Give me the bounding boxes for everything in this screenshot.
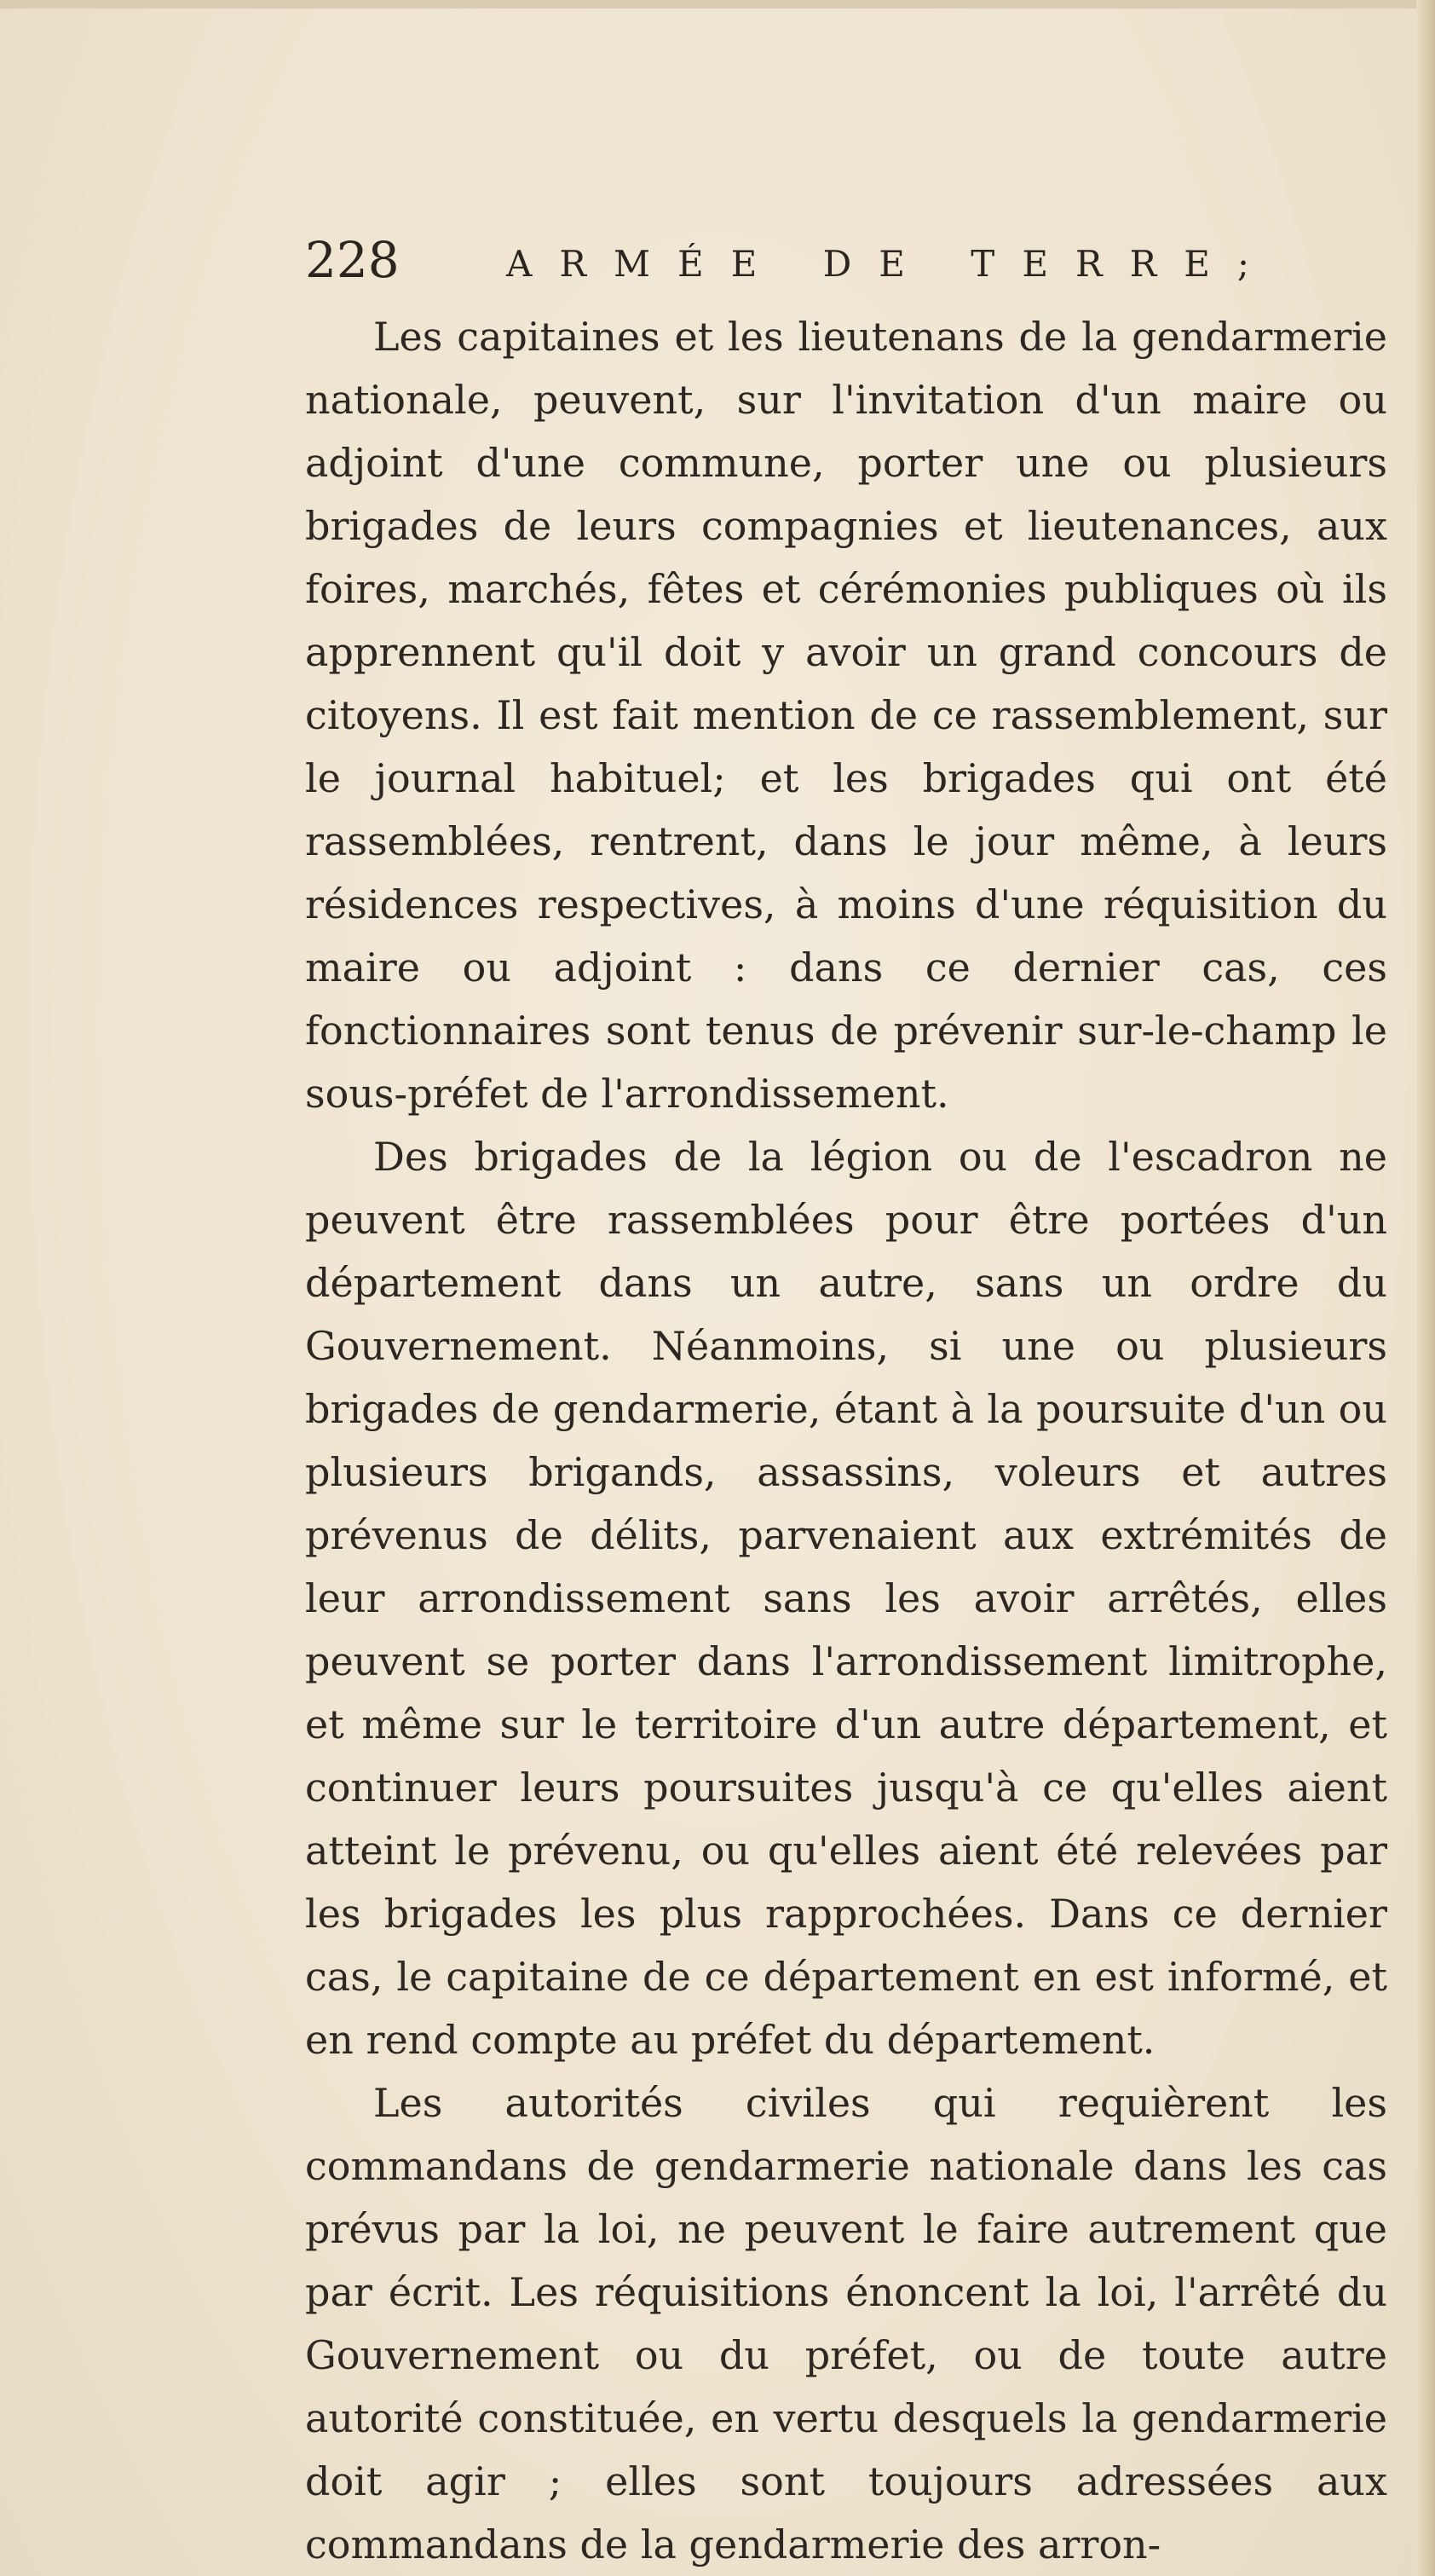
- page-right-edge: [1416, 0, 1435, 2576]
- paragraph-2: Des brigades de la légion ou de l'escadron ne peuvent être rassemblées pour être portées d'un département dans un autre, sans un ordre du Gouvernement. Néanmoins, si une ou plusieurs brigades de gendarmerie, étant à la poursuite d'un ou plusieurs brigands, assassins, voleurs et autres prévenus de délits, parvenaient aux extrémités de leur arrondissement sans les avoir arrêtés, elles peuvent se porter dans l'arrondissement limitrophe, et même sur le territoire d'un autre département, et continuer leurs poursuites jusqu'à ce qu'elles aient atteint le prévenu, ou qu'elles aient été relevées par les brigades les plus rapprochées. Dans ce dernier cas, le capitaine de ce département en est informé, et en rend compte au préfet du département.: [305, 1134, 1387, 2063]
- page-header: [305, 223, 1277, 300]
- running-head: ARMÉE DE TERRE;: [506, 243, 1277, 285]
- page-number: 228: [305, 231, 400, 289]
- paragraph-3: Les autorités civiles qui requièrent les commandans de gendarmerie nationale dans les cas prévus par la loi, ne peuvent le faire autrement que par écrit. Les réquisitions énoncent la loi, l'arrêté du Gouvernement ou du préfet, ou de toute autre autorité constituée, en vertu desquels la gendarmerie doit agir ; elles sont toujours adressées aux commandans de la gendarmerie des arron-: [305, 2080, 1387, 2567]
- paragraph-1: Les capitaines et les lieutenans de la gendarmerie nationale, peuvent, sur l'invitation d'un maire ou adjoint d'une commune, porter une ou plusieurs brigades de leurs compagnies et lieutenances, aux foires, marchés, fêtes et cérémonies publiques où ils apprennent qu'il doit y avoir un grand concours de citoyens. Il est fait mention de ce rassemblement, sur le journal habituel; et les brigades qui ont été rassemblées, rentrent, dans le jour même, à leurs résidences respectives, à moins d'une réquisition du maire ou adjoint : dans ce dernier cas, ces fonctionnaires sont tenus de prévenir sur-le-champ le sous-préfet de l'arrondissement.: [305, 314, 1387, 1117]
- body-text: [305, 305, 1387, 2576]
- page-top-edge: [0, 0, 1435, 9]
